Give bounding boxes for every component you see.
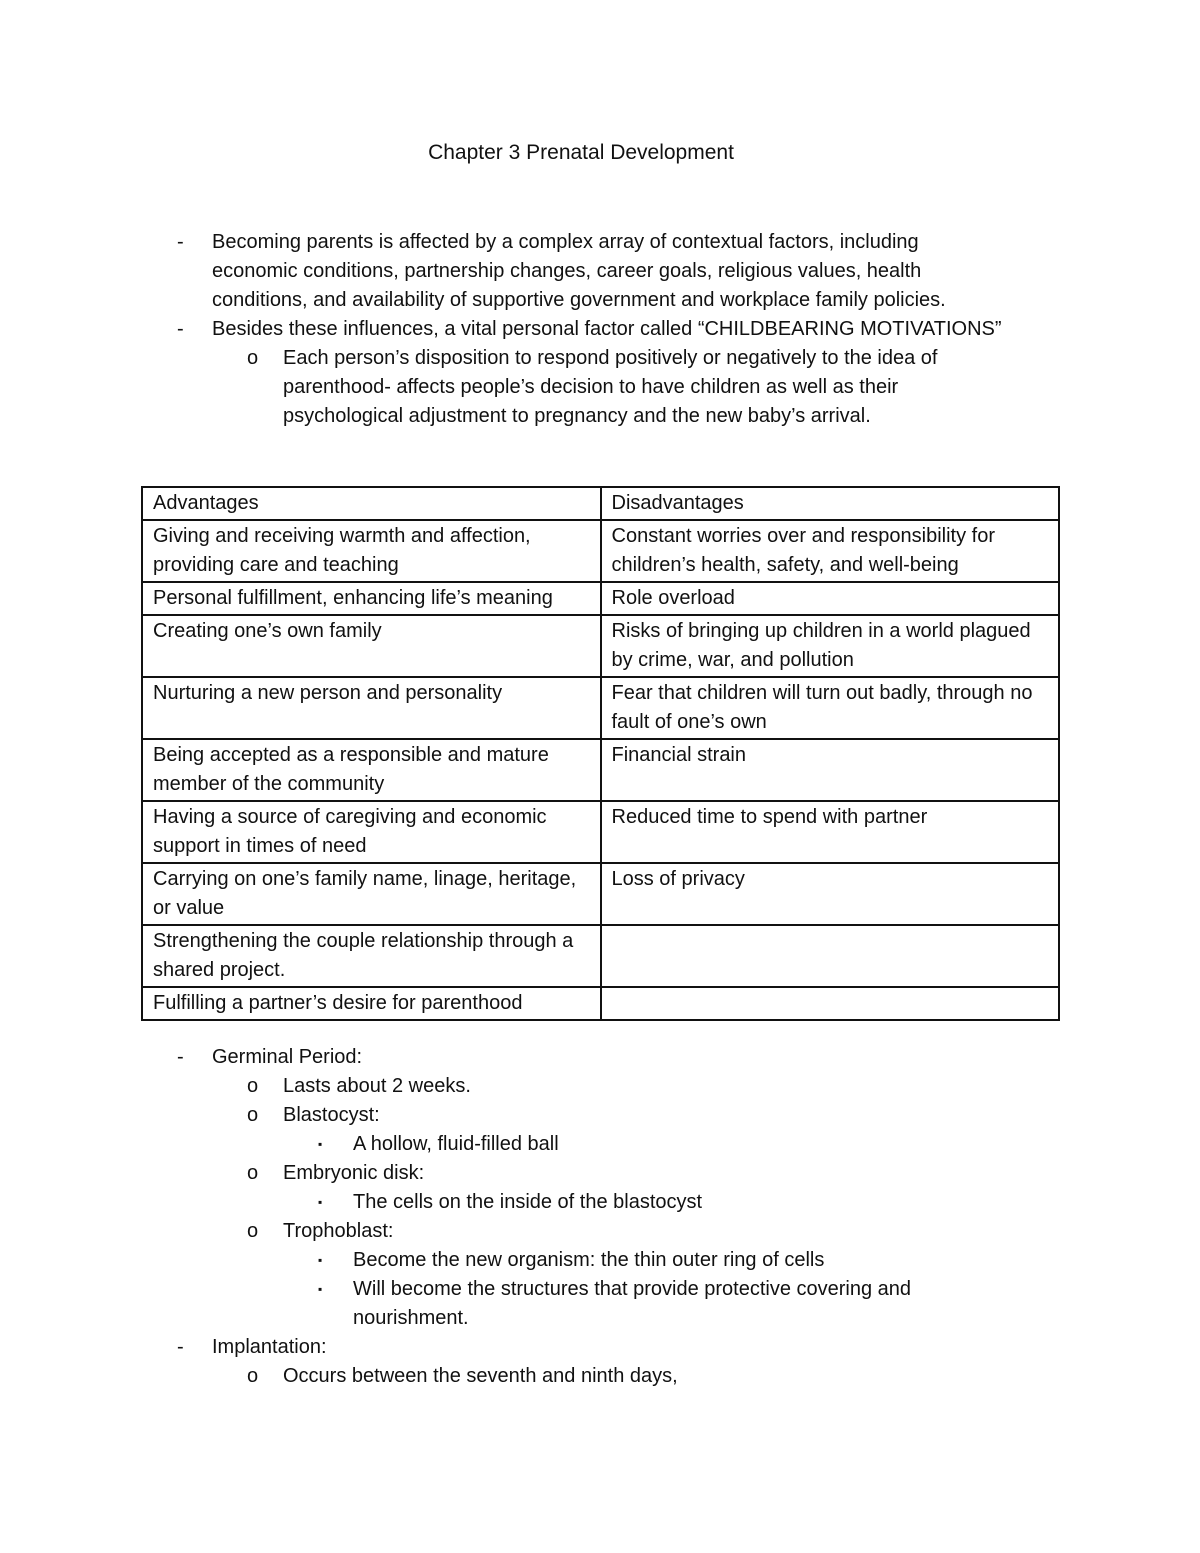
table-cell-advantage: Carrying on one’s family name, linage, heritage, or value [142,863,601,925]
table-row [142,987,1059,1020]
table-cell-disadvantage: Reduced time to spend with partner [601,801,1060,863]
list-item-text: Blastocyst: [283,1104,380,1126]
childbearing-motivations-table [141,486,1060,1021]
intro-bullet-list [0,228,1200,431]
list-item-text: The cells on the inside of the blastocyst [353,1191,703,1213]
list-item [0,228,1002,315]
table-row [142,863,1059,925]
table-cell-disadvantage: Role overload [601,582,1060,615]
dash-bullet-icon: - [177,231,184,253]
list-item [0,1275,1003,1333]
table-cell-disadvantage: Financial strain [601,739,1060,801]
table-header-row [142,487,1059,520]
header-advantages: Advantages [142,487,601,520]
table-cell-disadvantage: Constant worries over and responsibility for children’s health, safety, and well-being [601,520,1060,582]
table-row [142,582,1059,615]
square-bullet-icon: ▪ [318,1282,323,1296]
list-item [0,1072,1003,1101]
list-item-text: Become the new organism: the thin outer ring of cells [353,1249,825,1271]
header-disadvantages: Disadvantages [601,487,1060,520]
list-item [0,1130,1003,1159]
list-item-text: Occurs between the seventh and ninth days, [283,1365,678,1387]
dash-bullet-icon: - [177,1336,184,1358]
square-bullet-icon: ▪ [318,1195,323,1209]
list-item [0,1159,1003,1188]
list-item-text: Will become the structures that provide protective covering and nourishment. [353,1278,912,1329]
list-item [0,1188,1003,1217]
list-item-text: Trophoblast: [283,1220,394,1242]
list-item [0,315,1002,344]
list-item [0,1043,1002,1072]
list-item [0,1101,1003,1130]
circle-bullet-icon: o [247,1075,259,1097]
square-bullet-icon: ▪ [318,1137,323,1151]
list-item-text: Embryonic disk: [283,1162,425,1184]
implantation-heading: Implantation: [212,1336,327,1358]
circle-bullet-icon: o [247,1104,259,1126]
germinal-period-list [0,1043,1200,1391]
circle-bullet-icon: o [247,347,259,369]
table-cell-advantage: Creating one’s own family [142,615,601,677]
table-cell-advantage: Strengthening the couple relationship through a shared project. [142,925,601,987]
table-cell-advantage: Having a source of caregiving and economic support in times of need [142,801,601,863]
list-item [0,344,1003,431]
table-cell-advantage: Nurturing a new person and personality [142,677,601,739]
table-cell-advantage: Fulfilling a partner’s desire for parenthood [142,987,601,1020]
dash-bullet-icon: - [177,318,184,340]
circle-bullet-icon: o [247,1365,259,1387]
table-row [142,925,1059,987]
table-row [142,615,1059,677]
table-cell-disadvantage: Risks of bringing up children in a world plagued by crime, war, and pollution [601,615,1060,677]
list-item-text: Besides these influences, a vital personal factor called “CHILDBEARING MOTIVATIONS” [212,318,1002,340]
table-cell-advantage: Being accepted as a responsible and mature member of the community [142,739,601,801]
table-cell-advantage: Giving and receiving warmth and affection, providing care and teaching [142,520,601,582]
list-item [0,1333,1002,1362]
table-cell-disadvantage: Fear that children will turn out badly, through no fault of one’s own [601,677,1060,739]
table-row [142,739,1059,801]
table-cell-disadvantage: Loss of privacy [601,863,1060,925]
circle-bullet-icon: o [247,1220,259,1242]
list-item-text: Each person’s disposition to respond positively or negatively to the idea of parenthood- affects people’s decision to have children as well as their psychological adjustment to pregnancy and the new baby’s arrival. [283,347,938,427]
table-row [142,801,1059,863]
square-bullet-icon: ▪ [318,1253,323,1267]
table-cell-disadvantage [601,987,1060,1020]
page-title: Chapter 3 Prenatal Development [428,141,734,164]
table-cell-disadvantage [601,925,1060,987]
list-item-text: Becoming parents is affected by a complex array of contextual factors, including economic conditions, partnership changes, career goals, religious values, health conditions, and availability of supportive government and workplace family policies. [212,231,946,311]
list-item-text: Lasts about 2 weeks. [283,1075,471,1097]
list-item-text: A hollow, fluid-filled ball [353,1133,559,1155]
germinal-heading: Germinal Period: [212,1046,363,1068]
table-row [142,520,1059,582]
dash-bullet-icon: - [177,1046,184,1068]
circle-bullet-icon: o [247,1162,259,1184]
list-item [0,1246,1003,1275]
list-item [0,1362,1003,1391]
table-cell-advantage: Personal fulfillment, enhancing life’s meaning [142,582,601,615]
table-row [142,677,1059,739]
list-item [0,1217,1003,1246]
